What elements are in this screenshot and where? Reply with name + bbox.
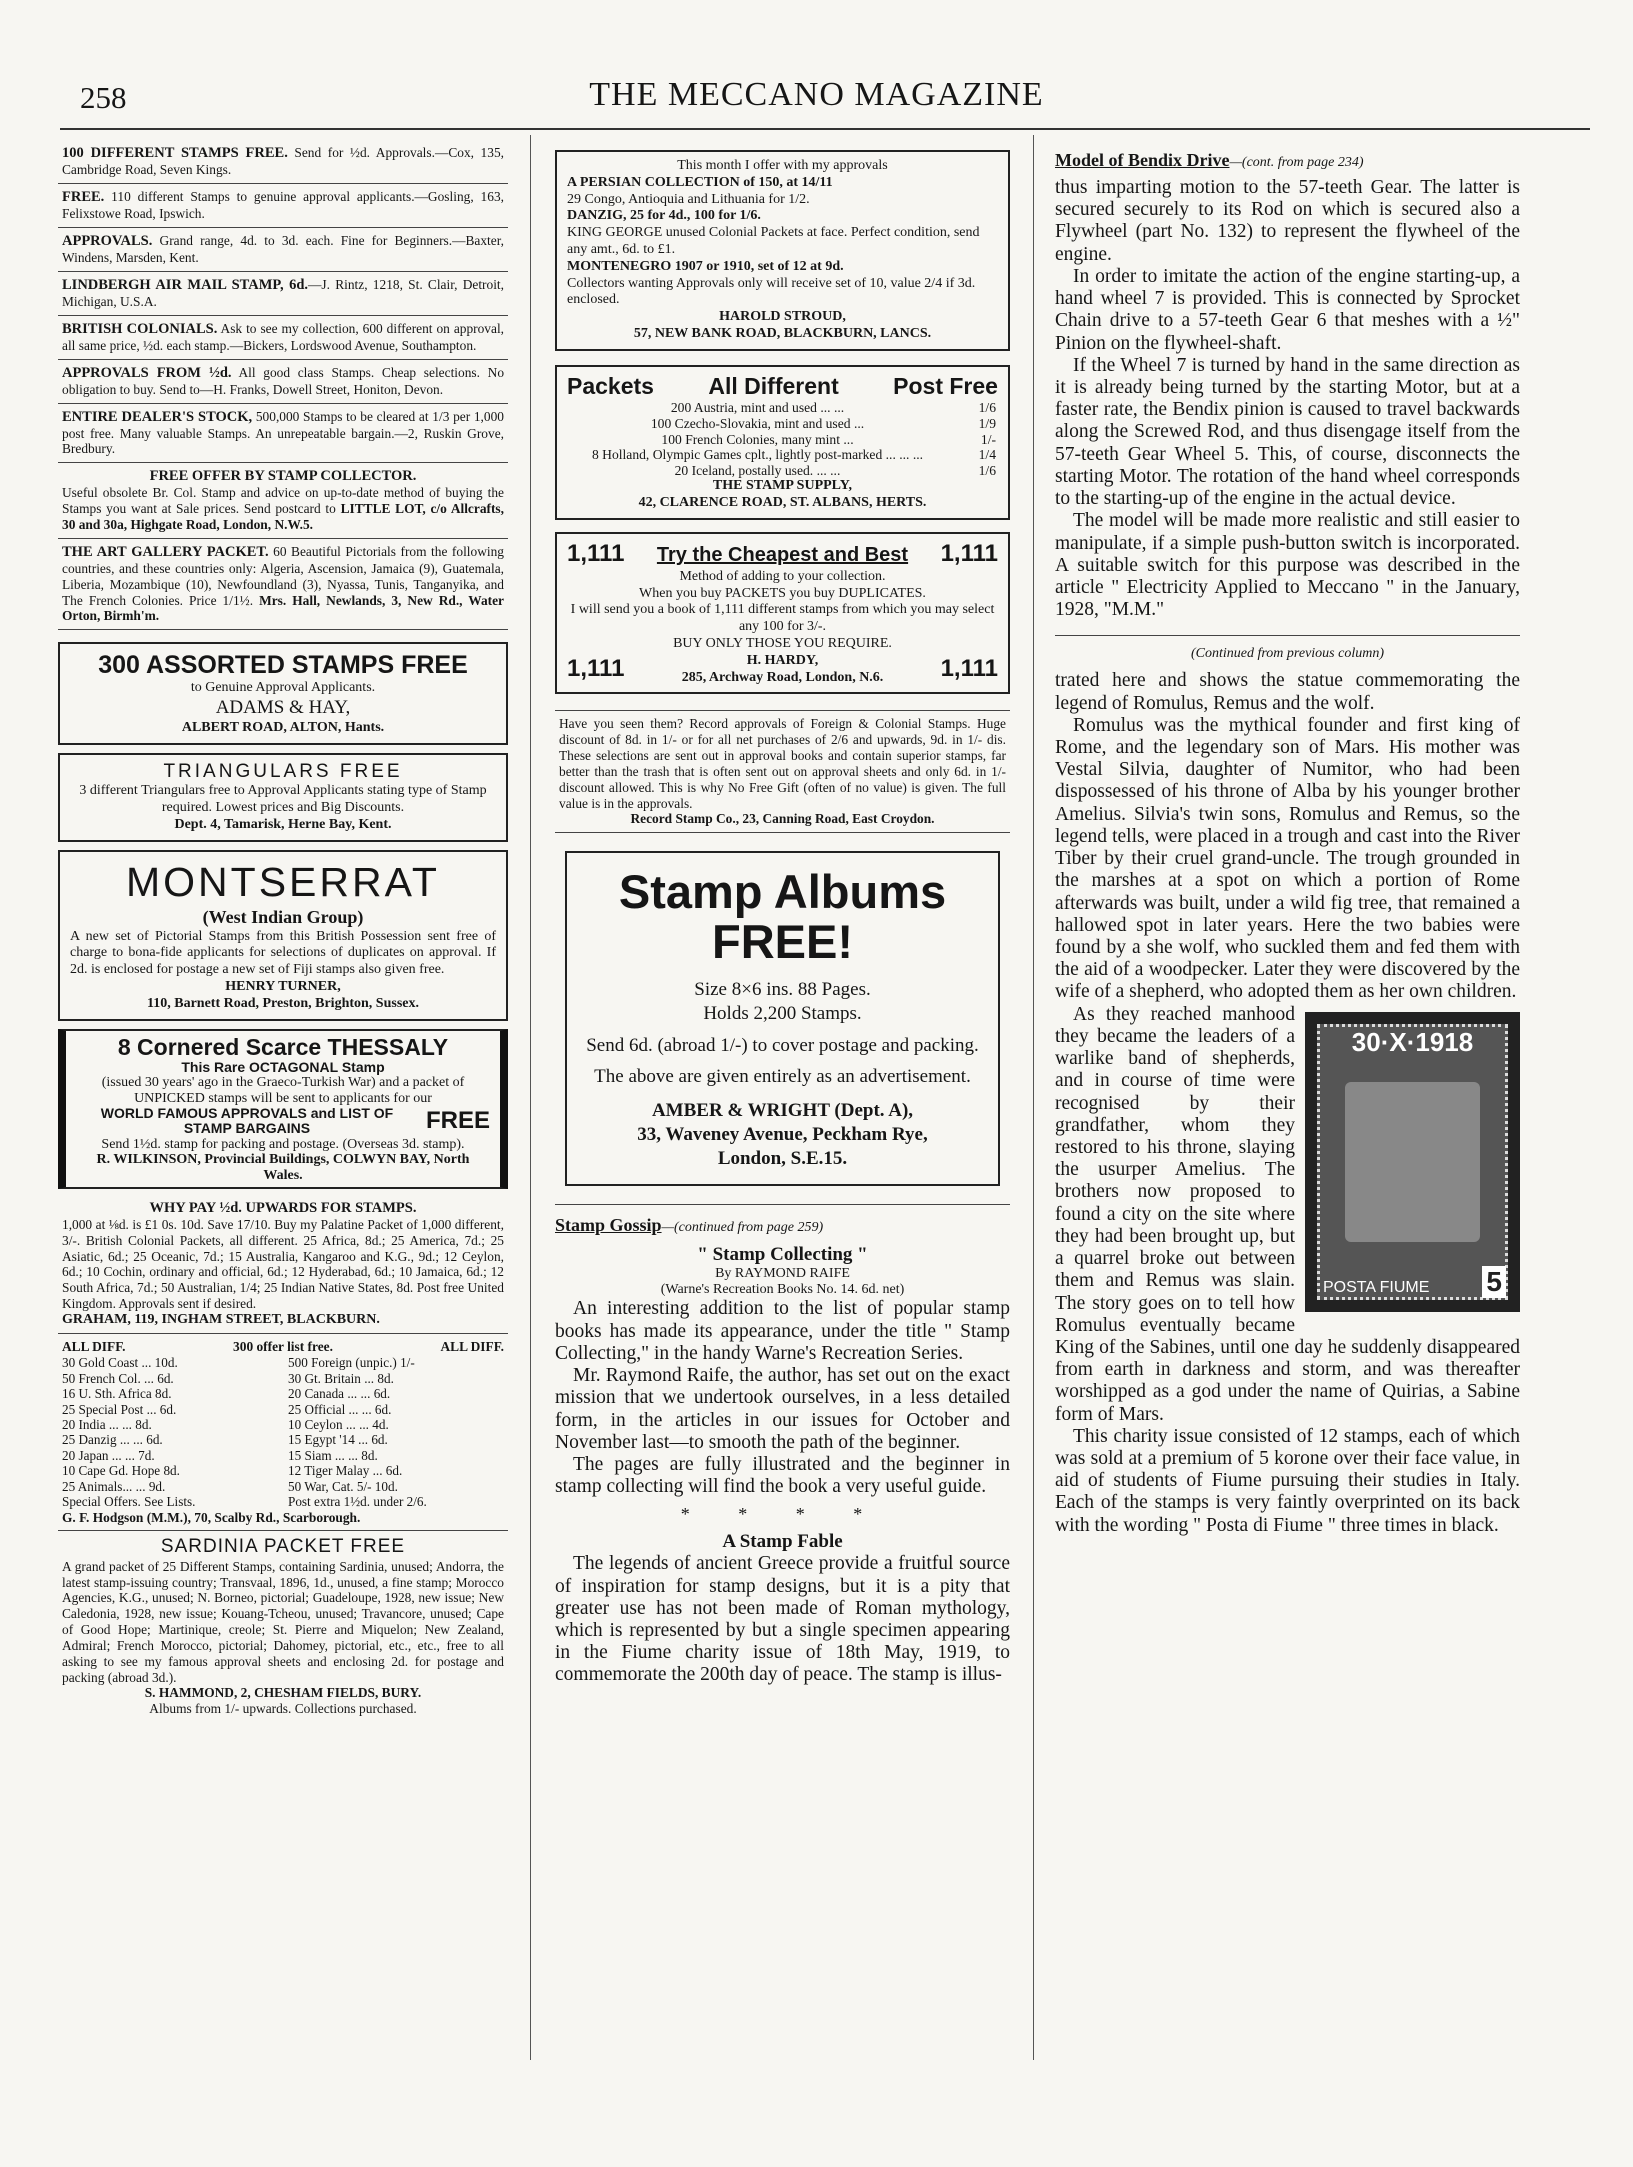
price-list-item: 50 French Col. ... 6d. xyxy=(62,1370,174,1386)
stamp-gossip-article xyxy=(555,1204,1010,1686)
article-continuation: —(cont. from page 234) xyxy=(1229,155,1364,170)
classified-ads-column xyxy=(58,140,508,2060)
price-list-left xyxy=(62,1355,278,1509)
ad-heading: APPROVALS. xyxy=(62,232,153,249)
article-paragraph: Mr. Raymond Raife, the author, has set out on the exact mission that we undertook ourselves, in a less detailed form, in the articles in our issues for October and November last—to smooth the path of the beginner. xyxy=(555,1365,1010,1453)
packet-price: 1/9 xyxy=(978,415,996,431)
stamp-value: 5 xyxy=(1482,1266,1506,1298)
ad-box-text: WORLD FAMOUS APPROVALS and LIST OF STAMP BARGAINS xyxy=(100,1104,394,1137)
ad-heading: 100 DIFFERENT STAMPS FREE. xyxy=(62,145,288,161)
price-list-item: 20 Canada ... ... 6d. xyxy=(288,1386,391,1402)
price-list-item: 20 India ... ... 8d. xyxy=(62,1417,152,1432)
ad-box-name: H. HARDY, xyxy=(746,652,819,668)
page-number: 258 xyxy=(80,80,127,115)
ad-box-text: BUY ONLY THOSE YOU REQUIRE. xyxy=(673,636,892,652)
ad-address: G. F. Hodgson (M.M.), 70, Scalby Rd., Scarborough. xyxy=(62,1509,361,1525)
price-list-item: 12 Tiger Malay ... 6d. xyxy=(288,1463,403,1479)
ad-box-stamp-albums xyxy=(565,851,1000,1186)
ad-box-title: Stamp Albums xyxy=(618,865,947,919)
ad-text: 500,000 Stamps to be cleared at 1/3 per 1,000 post free. Many valuable Stamps. An unrepeatable bargain.—2, Ruskin Grove, Bredbury. xyxy=(62,408,504,457)
ad-box-text: When you buy PACKETS you buy DUPLICATES. xyxy=(639,585,926,601)
price-list-item: 25 Animals... ... 9d. xyxy=(62,1478,166,1494)
ad-box-text: Method of adding to your collection. xyxy=(679,568,886,584)
ad-box-title: TRIANGULARS FREE xyxy=(163,760,403,782)
column-divider xyxy=(1033,135,1034,2060)
classified-ad xyxy=(58,539,508,630)
page-title: THE MECCANO MAGAZINE xyxy=(589,76,1044,113)
ad-box-number: 1,111 xyxy=(567,540,625,568)
packet-description: 20 Iceland, postally used. ... ... xyxy=(674,462,841,478)
article-paragraph: trated here and shows the statue commemorating the legend of Romulus, Remus and the wolf. xyxy=(1055,670,1520,714)
ad-box-address: 42, CLARENCE ROAD, ST. ALBANS, HERTS. xyxy=(638,495,927,511)
ad-heading: FREE OFFER BY STAMP COLLECTOR. xyxy=(149,468,417,485)
price-list-item: 500 Foreign (unpic.) 1/- xyxy=(288,1355,415,1371)
classified-ad xyxy=(58,316,508,360)
ad-box-text: Collectors wanting Approvals only will receive set of 10, value 2/4 if 3d. enclosed. xyxy=(567,275,976,308)
ad-text: A grand packet of 25 Different Stamps, containing Sardinia, unused; Andorra, the latest stamp-issuing country; Transvaal, 1896, 1d., unused, a fine stamp; Morocco Agencies, K.G., unused; N. Borneo, pictorial; Guadeloupe, 1928, new issue; New Caledonia, 1928, new issue; Kouang-Tcheou, unused; Travancore, unused; Cape of Good Hope; Martinique, creole; St. Pierre and Miquelon; New Zealand, Admiral; French Morocco, pictorial; Dahomey, pictorial, etc., etc., free to all asking to see my famous approval sheets and enclosing 2d. for postage and packing (abroad 3d.). xyxy=(62,1558,504,1685)
stamp-country-label: POSTA FIUME xyxy=(1323,1279,1430,1297)
ad-box-number: 1,111 xyxy=(567,655,625,683)
classified-ad xyxy=(58,463,508,539)
ad-box-title: All Different xyxy=(708,372,839,399)
ad-box-text: This Rare OCTAGONAL Stamp xyxy=(181,1058,385,1075)
article-continuation: —(continued from page 259) xyxy=(661,1220,824,1236)
ad-box-text: A PERSIAN COLLECTION of 150, at 14/11 xyxy=(567,174,833,190)
ad-box-packets xyxy=(555,365,1010,520)
ad-box-text: I will send you a book of 1,111 different stamps from which you may select any 100 for 3/-. xyxy=(570,602,995,635)
ad-box-text: This month I offer with my approvals xyxy=(677,158,888,173)
price-list-item: 25 Danzig ... ... 6d. xyxy=(62,1432,163,1448)
classified-ad-price-list xyxy=(58,1334,508,1531)
ad-text: —J. Rintz, 1218, St. Clair, Detroit, Michigan, U.S.A. xyxy=(62,276,504,309)
classified-ad xyxy=(555,710,1010,833)
ad-box-text: (issued 30 years' ago in the Graeco-Turkish War) and a packet of UNPICKED stamps will be sent to applicants for our xyxy=(101,1075,465,1106)
right-column xyxy=(1055,140,1520,2060)
ad-box-300-assorted xyxy=(58,642,508,744)
ad-box-subtitle: to Genuine Approval Applicants. xyxy=(190,680,376,696)
classified-ad xyxy=(58,1195,508,1335)
article-paragraph: thus imparting motion to the 57-teeth Gear. The latter is secured securely to its Rod on which is secured also a Flywheel (part No. 132) to represent the flywheel of the engine. xyxy=(1055,177,1520,265)
classified-ad xyxy=(58,228,508,272)
ad-text: Send for ½d. Approvals.—Cox, 135, Cambridge Road, Seven Kings. xyxy=(62,145,504,178)
ad-address: S. HAMMOND, 2, CHESHAM FIELDS, BURY. xyxy=(144,1685,422,1701)
article-paragraph: The legends of ancient Greece provide a fruitful source of inspiration for stamp designs, but it is a pity that greater use has not been made of Roman mythology, which is represented by but a single specimen appearing in the Fiume charity issue of 18th May, 1919, to commemorate the 200th day of peace. The stamp is illus- xyxy=(555,1553,1010,1686)
ad-box-address: Dept. 4, Tamarisk, Herne Bay, Kent. xyxy=(174,816,392,832)
ad-box-subtitle: (West Indian Group) xyxy=(202,906,364,927)
article-subtitle: A Stamp Fable xyxy=(722,1531,843,1553)
article-paragraph: The model will be made more realistic and still easier to manipulate, if a simple push-button switch is incorporated. A suitable switch for this purpose was described in the article " Electricity Applied to Meccano " in the January, 1928, "M.M." xyxy=(1055,510,1520,621)
ad-box-address: R. WILKINSON, Provincial Buildings, COLWYN BAY, North Wales. xyxy=(96,1152,470,1183)
price-list-item: 50 War, Cat. 5/- 10d. xyxy=(288,1478,398,1494)
table-row xyxy=(567,447,998,463)
ad-box-number: 1,111 xyxy=(940,655,998,683)
price-list-item: 15 Siam ... ... 8d. xyxy=(288,1447,378,1463)
ad-box-name: ADAMS & HAY, xyxy=(215,696,351,718)
article-title: Stamp Gossip xyxy=(555,1215,662,1236)
continuation-note: (Continued from previous column) xyxy=(1191,646,1384,662)
ad-address: GRAHAM, 119, INGHAM STREET, BLACKBURN. xyxy=(62,1311,380,1327)
ad-box-text: Send 1½d. stamp for packing and postage. (Overseas 3d. stamp). xyxy=(101,1136,465,1152)
ad-text: Have you seen them? Record approvals of Foreign & Colonial Stamps. Huge discount of 8d. in 1/- or for all net purchases of 2/6 and upwards, 9d. in 1/- dis. These selections are sent out in approval books and contain superior stamps, far better than the trash that is often sent out on approval sheets and only 6d. in 1/- discount allowed. This is why No Free Gift (often of no value) is given. The full value is in the approvals. xyxy=(559,716,1006,811)
ad-box-title: MONTSERRAT xyxy=(126,858,440,905)
packet-price: 1/4 xyxy=(978,447,996,463)
ad-heading: WHY PAY ½d. UPWARDS FOR STAMPS. xyxy=(149,1199,417,1216)
ad-box-title: 8 Cornered Scarce THESSALY xyxy=(117,1033,449,1060)
ad-text: All good class Stamps. Cheap selections. No obligation to buy. Send to—H. Franks, Dowell Street, Honiton, Devon. xyxy=(62,364,505,397)
ad-box-stroud xyxy=(555,150,1010,351)
ad-text: Useful obsolete Br. Col. Stamp and advice on up-to-date method of buying the Stamps you want at Sale prices. Send postcard to xyxy=(62,485,504,517)
article-paragraph: If the Wheel 7 is turned by hand in the same direction as it is already being turned by the starting Motor, but at a faster rate, the Bendix pinion is caused to travel backwards along the Screwed Rod, and thus disengage itself from the 57-teeth Gear Wheel 5. This, of course, disconnects the starting Motor. The rotation of the hand wheel corresponds to the starting-up of the engine in the actual device. xyxy=(1055,354,1520,510)
article-paragraph: In order to imitate the action of the engine starting-up, a hand wheel 7 is provided. This is connected by Sprocket Chain drive to a 57-teeth Gear 6 that meshes with a ½" Pinion on the flywheel-shaft. xyxy=(1055,265,1520,354)
price-list-item: 30 Gt. Britain ... 8d. xyxy=(288,1370,394,1386)
ad-box-title: FREE! xyxy=(712,915,853,969)
classified-ad xyxy=(58,140,508,184)
ad-box-text: The above are given entirely as an advertisement. xyxy=(594,1066,971,1088)
ad-box-text: Holds 2,200 Stamps. xyxy=(703,1002,862,1024)
ad-box-address: 57, NEW BANK ROAD, BLACKBURN, LANCS. xyxy=(633,325,932,341)
stamp-date-label: 30·X·1918 xyxy=(1351,1026,1474,1057)
ad-footer: Albums from 1/- upwards. Collections purchased. xyxy=(149,1701,417,1717)
price-list-item: 15 Egypt '14 ... 6d. xyxy=(288,1432,388,1448)
ad-box-text: Size 8×6 ins. 88 Pages. xyxy=(694,979,871,1001)
classified-ad xyxy=(58,184,508,228)
ad-box-address: ALBERT ROAD, ALTON, Hants. xyxy=(181,719,385,735)
price-list-item: 10 Ceylon ... ... 4d. xyxy=(288,1417,389,1432)
table-row xyxy=(567,416,998,432)
price-list-right xyxy=(288,1355,504,1509)
price-list-item: Post extra 1½d. under 2/6. xyxy=(288,1494,427,1510)
classified-ad xyxy=(58,360,508,404)
article-paragraph: An interesting addition to the list of popular stamp books has made its appearance, under the title " Stamp Collecting," in the handy Warne's Recreation Series. xyxy=(555,1298,1010,1364)
ad-text: 1,000 at ⅛d. is £1 0s. 10d. Save 17/10. Buy my Palatine Packet of 1,000 different, 3/-. British Colonial Packets, all different. 25 Africa, 8d.; 25 America, 7d.; 25 Asiatic, 6d.; 25 Oceanic, 7d.; 15 Australia, Kangaroo and K.G., 9d.; 12 Ceylon, 6d.; 10 Cochin, ordinary and official, 6d.; 12 Hyderabad, 6d.; 10 Jamaica, 6d.; 12 South Africa, 7d.; 50 Australian, 1/4; 25 Indian Native States, 8d. Post free United Kingdom. Approvals sent if desired. xyxy=(62,1217,504,1312)
article-paragraph: The pages are fully illustrated and the beginner in stamp collecting will find the book a very useful guide. xyxy=(555,1453,1010,1498)
ad-box-text: Send 6d. (abroad 1/-) to cover postage and packing. xyxy=(586,1034,979,1056)
table-row xyxy=(567,432,998,448)
ad-address: Record Stamp Co., 23, Canning Road, East Croydon. xyxy=(630,811,935,827)
ad-box-text: KING GEORGE unused Colonial Packets at face. Perfect condition, send any amt., 6d. to £1. xyxy=(567,225,980,257)
ad-box-address: 33, Waveney Avenue, Peckham Rye, xyxy=(637,1123,928,1145)
center-column xyxy=(555,140,1010,2060)
section-separator: * * * * xyxy=(680,1504,885,1525)
ad-box-text: 3 different Triangulars free to Approval Applicants stating type of Stamp required. Lowest prices and Big Discounts. xyxy=(79,783,487,816)
article-paragraph: Romulus was the mythical founder and first king of Rome, and the legendary son of Mars. His mother was Vestal Silvia, daughter of Numitor, who had been dispossessed of his throne of Alba by his younger brother Amelius. Silvia's twin sons, Romulus and Remus, so the legend tells, were placed in a trough and cast into the River Tiber by their cruel grand-uncle. The trough grounded in the marshes at a spot on which a portion of Rome afterwards was built, under a wild fig tree, that remained a hallowed spot in later years. Here the two babies were found by a she wolf, who suckled them and fed them with the aid of a woodpecker. Later they were discovered by the wife of a shepherd, who adopted them as her own children. xyxy=(1055,714,1520,1003)
price-list-item: 10 Cape Gd. Hope 8d. xyxy=(62,1463,180,1479)
column-divider xyxy=(530,135,531,2060)
packet-description: 100 Czecho-Slovakia, mint and used ... xyxy=(650,415,865,431)
packet-description: 100 French Colonies, many mint ... xyxy=(661,431,854,447)
ad-heading: ENTIRE DEALER'S STOCK, xyxy=(62,408,253,425)
article-paragraph: As they reached manhood they became the leaders of a warlike band of shepherds, and in course of time were recognised by their grandfather, whom they restored to his throne, slaying the usurper Amelius. The brothers now proposed to found a city on the site where they had been brought up, but a quarrel broke out between them and Remus was slain. The story goes on to tell how Romulus eventually became King of the Sabines, until one day he suddenly disappeared from earth in darkness and storm, and was thereafter worshipped as a god under the name of Quirias, a Sabine form of Mars. xyxy=(1055,1003,1520,1425)
ad-box-address: 285, Archway Road, London, N.6. xyxy=(681,669,884,685)
article-byline: By RAYMOND RAIFE xyxy=(715,1266,850,1282)
ad-box-text: A new set of Pictorial Stamps from this British Possession sent free of charge to bona-fide applicants for selections of duplicates on approval. If 2d. is enclosed for postage a new set of Fiji stamps also given free. xyxy=(70,928,496,978)
ad-heading: SARDINIA PACKET FREE xyxy=(160,1536,406,1558)
ad-box-number: 1,111 xyxy=(940,540,998,568)
article-subtitle: " Stamp Collecting " xyxy=(697,1244,868,1266)
ad-box-name: THE STAMP SUPPLY, xyxy=(712,478,853,494)
bendix-article xyxy=(1055,150,1520,621)
price-list-item: 25 Official ... ... 6d. xyxy=(288,1401,392,1417)
packet-description: 200 Austria, mint and used ... ... xyxy=(670,400,845,416)
ad-box-address: 110, Barnett Road, Preston, Brighton, Sussex. xyxy=(147,995,419,1011)
ad-heading: FREE. xyxy=(62,188,105,205)
ad-box-address: London, S.E.15. xyxy=(717,1147,848,1169)
packet-description: 8 Holland, Olympic Games cplt., lightly post-marked ... ... ... xyxy=(591,447,924,463)
packet-price: 1/6 xyxy=(978,400,996,416)
ad-box-title: Packets xyxy=(567,372,654,399)
article-paragraph: This charity issue consisted of 12 stamps, each of which was sold at a premium of 5 korone over their face value, in aid of students of Fiume pursuing their studies in Italy. Each of the stamps is very faintly overprinted on its back with the wording " Posta di Fiume " three times in black. xyxy=(1055,1425,1520,1536)
ad-box-text: MONTENEGRO 1907 or 1910, set of 12 at 9d. xyxy=(567,258,844,274)
price-list-item: Special Offers. See Lists. xyxy=(62,1494,196,1510)
ad-heading: APPROVALS FROM ½d. xyxy=(62,364,232,381)
ad-box-title: 300 ASSORTED STAMPS FREE xyxy=(98,651,468,680)
ad-box-free-label: FREE xyxy=(425,1107,490,1135)
ad-box-text: 29 Congo, Antioquia and Lithuania for 1/2. xyxy=(567,191,810,207)
fiume-stamp-image xyxy=(1305,1012,1520,1312)
ad-box-name: AMBER & WRIGHT (Dept. A), xyxy=(651,1100,914,1122)
fable-continued xyxy=(1055,635,1520,1537)
price-list-item: 16 U. Sth. Africa 8d. xyxy=(62,1386,172,1402)
ad-address: Mrs. Hall, Newlands, 3, New Rd., Water Orton, Birmh'm. xyxy=(62,592,504,624)
packet-price: 1/6 xyxy=(978,462,996,478)
price-list-item: 20 Japan ... ... 7d. xyxy=(62,1447,155,1463)
article-title: Model of Bendix Drive xyxy=(1055,150,1230,170)
ad-box-name: HAROLD STROUD, xyxy=(719,309,846,325)
ad-text: 110 different Stamps to genuine approval applicants.—Gosling, 163, Felixstowe Road, Ipswich. xyxy=(62,188,504,222)
ad-text: Grand range, 4d. to 3d. each. Fine for Beginners.—Baxter, Windens, Marsden, Kent. xyxy=(62,232,504,265)
ad-heading: ALL DIFF. xyxy=(62,1339,126,1355)
ad-box-triangulars xyxy=(58,753,508,842)
classified-ad xyxy=(58,404,508,464)
ad-text: Ask to see my collection, 600 different on approval, all same price, ½d. each stamp.—Bickers, Lordswood Avenue, Southampton. xyxy=(62,320,505,353)
ad-box-montserrat xyxy=(58,850,508,1021)
ad-box-title: Try the Cheapest and Best xyxy=(656,544,909,567)
ad-box-hardy xyxy=(555,532,1010,694)
ad-text: 60 Beautiful Pictorials from the following countries, and these countries only: Algeria, Ascension, Jamaica (9), Guatemala, Liberia, Mozambique (10), Newfoundland (3), Nyassa, Tunis, Tanganyika, and The French Colonies. Price 1/1½. xyxy=(62,543,504,608)
table-row xyxy=(567,463,998,479)
ad-box-text: DANZIG, 25 for 4d., 100 for 1/6. xyxy=(567,208,761,224)
price-list-item: 30 Gold Coast ... 10d. xyxy=(62,1355,178,1371)
stamp-wolf-illustration xyxy=(1345,1082,1480,1242)
ad-heading: LINDBERGH AIR MAIL STAMP, 6d. xyxy=(62,276,309,293)
ad-heading: THE ART GALLERY PACKET. xyxy=(62,543,269,560)
packet-price: 1/- xyxy=(980,431,996,447)
ad-heading: ALL DIFF. xyxy=(440,1339,504,1355)
classified-ad xyxy=(58,1531,508,1722)
ad-box-thessaly xyxy=(58,1029,508,1189)
packets-price-table xyxy=(567,400,998,478)
price-list-item: 25 Special Post ... 6d. xyxy=(62,1401,177,1417)
ad-address: LITTLE LOT, c/o Allcrafts, 30 and 30a, Highgate Road, London, N.W.5. xyxy=(62,501,504,532)
table-row xyxy=(567,400,998,416)
ad-heading: 300 offer list free. xyxy=(233,1339,333,1355)
ad-box-title: Post Free xyxy=(893,372,998,399)
header-rule xyxy=(60,128,1590,130)
ad-box-name: HENRY TURNER, xyxy=(225,978,341,994)
ad-heading: BRITISH COLONIALS. xyxy=(62,320,218,337)
article-publication: (Warne's Recreation Books No. 14. 6d. net) xyxy=(660,1282,905,1298)
classified-ad xyxy=(58,272,508,316)
